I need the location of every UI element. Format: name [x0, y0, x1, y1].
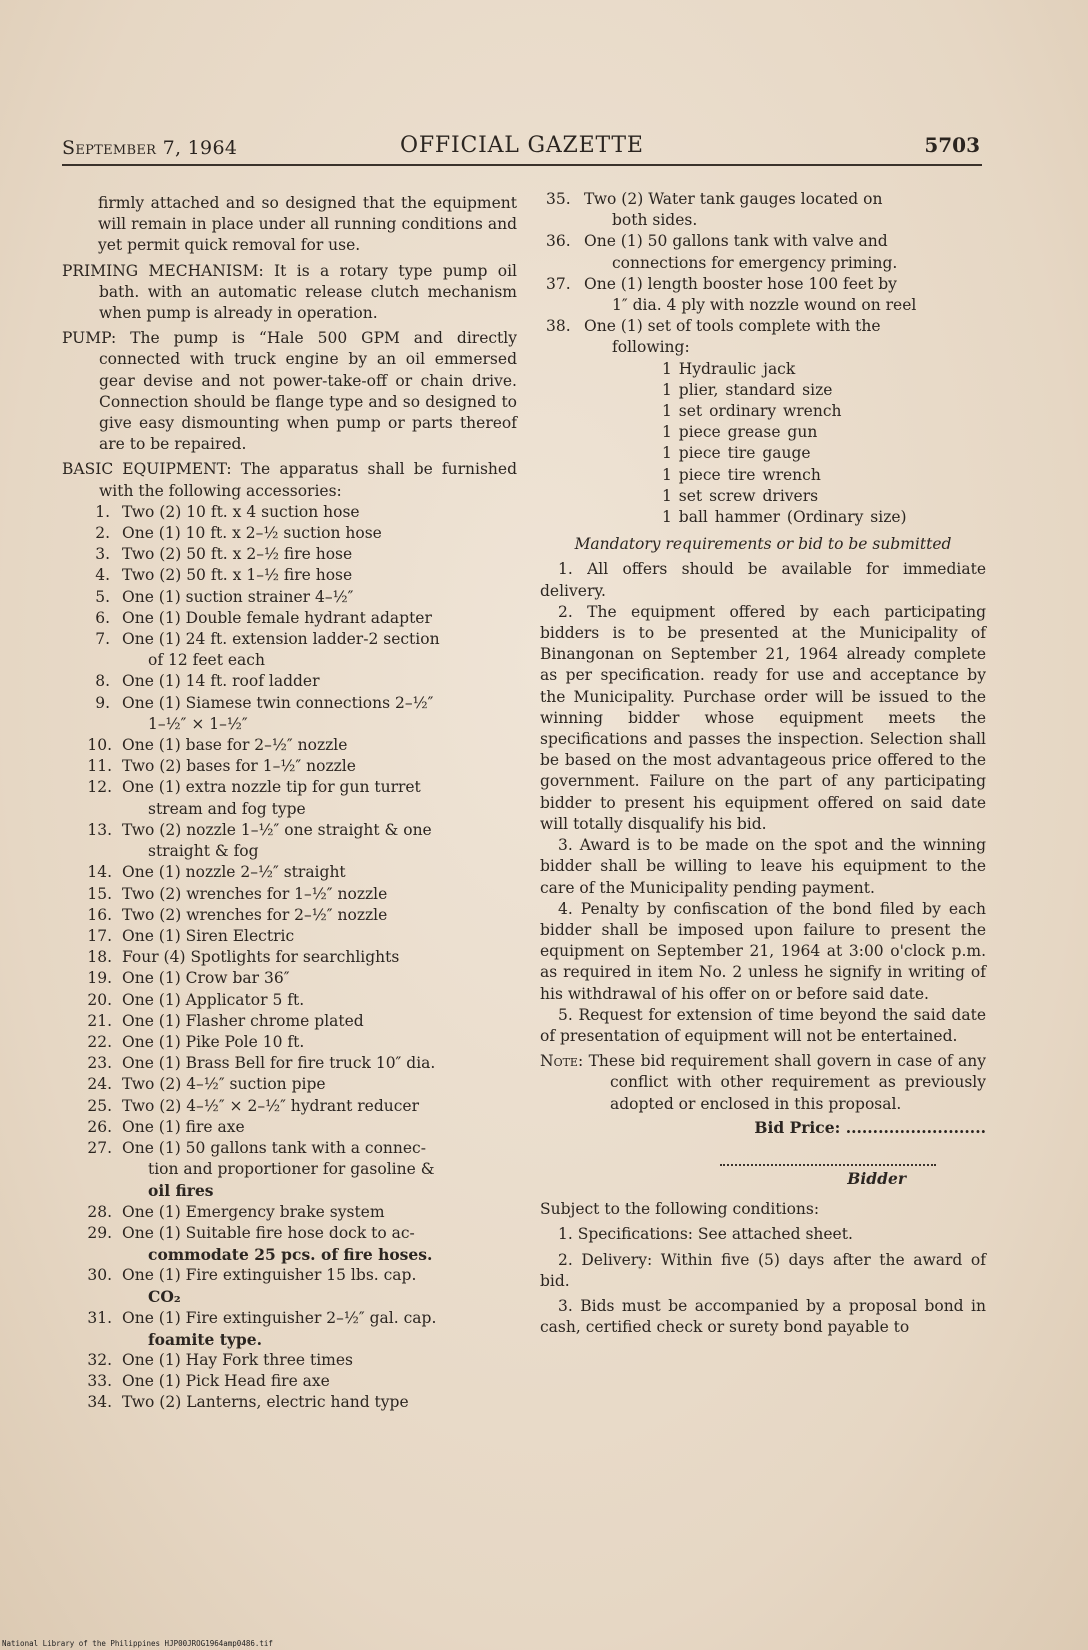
item-number: 30.	[87, 1266, 112, 1285]
bidder-signature-line	[720, 1160, 936, 1166]
accessories-list	[62, 502, 517, 1414]
item-number: 34.	[87, 1393, 112, 1412]
item-text: One (1) Pike Pole 10 ft.	[122, 1032, 305, 1051]
item-continuation: of 12 feet each	[148, 651, 265, 670]
list-item	[62, 1265, 517, 1307]
list-item	[62, 1308, 517, 1350]
note-text: These bid requirement shall govern in case of any conflict with other requirement as previously adopted or enclosed in this proposal.	[588, 1052, 986, 1113]
item-text: One (1) suction strainer 4–½″	[122, 587, 354, 606]
page-number: 5703	[924, 133, 980, 157]
tool-item: 1 set screw drivers	[662, 486, 819, 505]
list-item	[62, 1117, 517, 1138]
list-item	[62, 1202, 517, 1223]
item-text: One (1) Crow bar 36″	[122, 969, 290, 988]
tool-item: 1 ball hammer (Ordinary size)	[662, 508, 907, 527]
item-number: 29.	[87, 1223, 112, 1242]
item-text: One (1) 10 ft. x 2–½ suction hose	[122, 524, 382, 543]
item-text: One (1) Siren Electric	[122, 926, 295, 945]
requirement-paragraph: 2. The equipment offered by each participating bidders is to be presented at the Municipality of Binangonan on September 21, 1964 already complete as per specification. ready for use and acceptance by the Municipality. Purchase order will be issued to the winning bidder whose equipment meets the specifications and passes the inspection. Selection shall be based on the most advantageous price offered to the government. Failure on the part of any participating bidder to present his equipment offered on said date will totally disqualify his bid.	[540, 602, 986, 833]
condition-paragraph: 2. Delivery: Within five (5) days after the award of bid.	[540, 1250, 986, 1290]
item-number: 10.	[87, 736, 112, 755]
list-item	[62, 587, 517, 608]
tool-item: 1 Hydraulic jack	[662, 359, 796, 378]
item-number: 6.	[95, 608, 110, 627]
item-number: 9.	[95, 693, 110, 712]
list-item	[62, 544, 517, 565]
item-text: One (1) 50 gallons tank with a connec-	[122, 1138, 426, 1157]
item-text: Two (2) wrenches for 2–½″ nozzle	[122, 905, 388, 924]
requirement-paragraph: 3. Award is to be made on the spot and the winning bidder shall be willing to leave his equipment to the care of the Municipality pending payment.	[540, 836, 986, 897]
item-number: 21.	[87, 1011, 112, 1030]
item-number: 35.	[546, 190, 571, 208]
list-item	[62, 905, 517, 926]
item-continuation: straight & fog	[148, 842, 259, 861]
left-column	[62, 193, 517, 1414]
item-number: 22.	[87, 1032, 112, 1051]
list-item	[62, 565, 517, 586]
item-number: 36.	[546, 232, 571, 251]
priming-paragraph: PRIMING MECHANISM: It is a rotary type pump oil bath. with an automatic release clutch mechanism when pump is already in operation.	[62, 261, 517, 323]
mandatory-requirements	[540, 559, 986, 1047]
item-number: 14.	[87, 863, 112, 882]
item-text: Two (2) bases for 1–½″ nozzle	[122, 757, 356, 776]
conditions-intro: Subject to the following conditions:	[540, 1200, 820, 1219]
list-item	[62, 1053, 517, 1074]
mandatory-heading: Mandatory requirements or bid to be submitted	[574, 535, 952, 554]
item-number: 16.	[87, 905, 112, 924]
item-text: One (1) Fire extinguisher 15 lbs. cap.	[122, 1266, 417, 1285]
item-continuation: foamite type.	[148, 1329, 263, 1349]
item-number: 8.	[95, 672, 110, 691]
list-item	[62, 756, 517, 777]
item-number: 23.	[87, 1054, 112, 1073]
item-text: One (1) Applicator 5 ft.	[122, 990, 305, 1009]
item-text: One (1) Emergency brake system	[122, 1202, 385, 1221]
item-text: Two (2) 50 ft. x 1–½ fire hose	[122, 566, 353, 585]
list-item	[62, 1371, 517, 1392]
list-item	[62, 820, 517, 862]
item-text: One (1) 50 gallons tank with valve and	[584, 232, 888, 251]
item-number: 3.	[95, 545, 110, 564]
item-text: One (1) length booster hose 100 feet by	[584, 274, 897, 293]
item-continuation: 1″ dia. 4 ply with nozzle wound on reel	[612, 296, 917, 315]
tool-item: 1 piece grease gun	[662, 423, 818, 442]
header-date: September 7, 1964	[62, 137, 238, 159]
item-text: One (1) 14 ft. roof ladder	[122, 672, 320, 691]
list-item	[62, 608, 517, 629]
list-item	[62, 926, 517, 947]
list-item	[62, 1350, 517, 1371]
list-item	[62, 862, 517, 883]
item-number: 38.	[546, 317, 571, 336]
item-text: Two (2) 4–½″ × 2–½″ hydrant reducer	[122, 1096, 420, 1115]
list-item	[62, 1074, 517, 1095]
item-number: 2.	[95, 524, 110, 543]
item-text: One (1) 24 ft. extension ladder-2 section	[122, 630, 440, 649]
item-text: One (1) Hay Fork three times	[122, 1350, 353, 1369]
bidder-label: Bidder	[847, 1168, 906, 1188]
list-item	[62, 1223, 517, 1265]
item-text: One (1) fire axe	[122, 1117, 245, 1136]
item-number: 32.	[87, 1350, 112, 1369]
list-item	[62, 629, 517, 671]
item-number: 11.	[87, 757, 112, 776]
list-item	[62, 502, 517, 523]
header-title: OFFICIAL GAZETTE	[400, 133, 644, 158]
item-text: One (1) Double female hydrant adapter	[122, 608, 432, 627]
item-text: One (1) set of tools complete with the	[584, 317, 881, 336]
list-item	[540, 274, 986, 316]
item-text: One (1) Fire extinguisher 2–½″ gal. cap.	[122, 1308, 437, 1327]
requirement-paragraph: 4. Penalty by confiscation of the bond filed by each bidder shall be imposed upon failure to present the equipment on September 21, 1964 at 3:00 o'clock p.m. as required in item No. 2 unless he signify in writing of his withdrawal of his offer on or before said date.	[540, 899, 986, 1003]
list-item	[62, 884, 517, 905]
list-item	[62, 523, 517, 544]
right-column	[540, 189, 986, 1338]
item-text: One (1) extra nozzle tip for gun turret	[122, 778, 421, 797]
item-text: One (1) Suitable fire hose dock to ac-	[122, 1223, 415, 1242]
item-text: Two (2) wrenches for 1–½″ nozzle	[122, 884, 388, 903]
list-item	[62, 735, 517, 756]
item-number: 18.	[87, 948, 112, 967]
item-number: 13.	[87, 820, 112, 839]
tool-item: 1 set ordinary wrench	[662, 402, 842, 421]
bid-price-line: Bid Price: ..........................	[754, 1117, 986, 1137]
list-item	[62, 947, 517, 968]
list-item	[62, 1096, 517, 1117]
note-label: Note:	[540, 1052, 584, 1071]
header-rule	[62, 164, 982, 166]
pump-paragraph: PUMP: The pump is “Hale 500 GPM and directly connected with truck engine by an oil emmersed gear devise and not power-take-off or chain drive. Connection should be flange type and so designed to give easy dismounting when pump or parts thereof are to be repaired.	[62, 329, 517, 454]
page-header	[62, 133, 982, 173]
item-continuation: 1–½″ × 1–½″	[148, 714, 248, 733]
item-continuation: connections for emergency priming.	[612, 253, 898, 272]
list-item	[540, 189, 986, 231]
item-text: Two (2) 50 ft. x 2–½ fire hose	[122, 545, 353, 564]
item-text: Two (2) nozzle 1–½″ one straight & one	[122, 820, 432, 839]
tools-list	[662, 359, 986, 529]
list-item	[62, 1392, 517, 1413]
item-number: 4.	[95, 566, 110, 585]
item-number: 37.	[546, 274, 571, 293]
item-continuation: following:	[612, 338, 690, 357]
list-item	[540, 316, 986, 358]
item-text: One (1) base for 2–½″ nozzle	[122, 736, 348, 755]
item-text: Two (2) 10 ft. x 4 suction hose	[122, 502, 360, 521]
item-text: Two (2) Water tank gauges located on	[584, 190, 883, 208]
item-text: One (1) Siamese twin connections 2–½″	[122, 693, 434, 712]
requirement-paragraph: 5. Request for extension of time beyond the said date of presentation of equipment will not be entertained.	[540, 1005, 986, 1045]
item-number: 17.	[87, 926, 112, 945]
list-item	[62, 777, 517, 819]
tool-item: 1 plier, standard size	[662, 380, 833, 399]
item-text: Two (2) Lanterns, electric hand type	[122, 1393, 409, 1412]
item-text: One (1) Flasher chrome plated	[122, 1011, 364, 1030]
item-continuation: commodate 25 pcs. of fire hoses.	[148, 1244, 433, 1264]
condition-paragraph: 3. Bids must be accompanied by a proposal bond in cash, certified check or surety bond payable to	[540, 1296, 986, 1337]
item-continuation: oil fires	[148, 1181, 214, 1201]
item-continuation: CO₂	[148, 1287, 181, 1307]
item-text: One (1) nozzle 2–½″ straight	[122, 863, 346, 882]
item-number: 19.	[87, 969, 112, 988]
tool-item: 1 piece tire wrench	[662, 465, 821, 484]
item-number: 20.	[87, 990, 112, 1009]
list-item	[62, 1032, 517, 1053]
item-number: 26.	[87, 1117, 112, 1136]
item-continuation: tion and proportioner for gasoline &	[148, 1160, 435, 1179]
list-item	[62, 1011, 517, 1032]
item-number: 28.	[87, 1202, 112, 1221]
item-number: 24.	[87, 1075, 112, 1094]
item-number: 1.	[95, 502, 110, 521]
item-number: 12.	[87, 778, 112, 797]
item-number: 5.	[95, 587, 110, 606]
requirement-paragraph: 1. All offers should be available for immediate delivery.	[540, 560, 986, 600]
note-paragraph	[540, 1051, 986, 1115]
list-item	[540, 231, 986, 273]
item-text: One (1) Pick Head fire axe	[122, 1372, 330, 1391]
item-number: 15.	[87, 884, 112, 903]
item-text: Two (2) 4–½″ suction pipe	[122, 1075, 326, 1094]
item-text: One (1) Brass Bell for fire truck 10″ dia.	[122, 1054, 436, 1073]
item-number: 7.	[95, 630, 110, 649]
item-number: 25.	[87, 1096, 112, 1115]
item-continuation: both sides.	[612, 211, 698, 230]
list-item	[62, 693, 517, 735]
condition-paragraph: 1. Specifications: See attached sheet.	[558, 1225, 853, 1244]
list-item	[62, 671, 517, 692]
conditions-list	[540, 1224, 986, 1338]
item-continuation: stream and fog type	[148, 799, 306, 818]
item-text: Four (4) Spotlights for searchlights	[122, 948, 400, 967]
list-item	[62, 968, 517, 989]
list-item	[62, 990, 517, 1011]
basic-equipment-paragraph: BASIC EQUIPMENT: The apparatus shall be furnished with the following accessories:	[62, 460, 517, 500]
list-item	[62, 1138, 517, 1202]
intro-paragraph: firmly attached and so designed that the equipment will remain in place under all running conditions and yet permit quick removal for use.	[98, 194, 517, 255]
scan-footer: National Library of the Philippines HJP00JROG1964amp0486.tif	[2, 1639, 273, 1648]
item-number: 33.	[87, 1372, 112, 1391]
item-number: 31.	[87, 1308, 112, 1327]
accessories-list-continued	[540, 189, 986, 359]
tool-item: 1 piece tire gauge	[662, 444, 811, 463]
item-number: 27.	[87, 1138, 112, 1157]
